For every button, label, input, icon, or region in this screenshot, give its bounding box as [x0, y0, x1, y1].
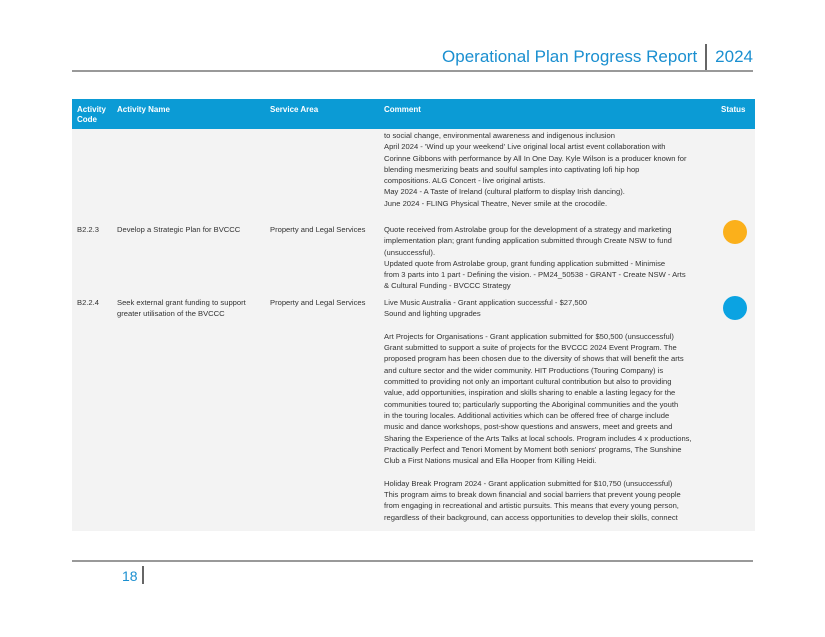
activity-code: B2.2.3 [77, 225, 99, 234]
comment-line: from engaging in recreational and artistic pursuits. This means that every young person, [384, 501, 679, 511]
comment-line: blending mesmerizing beats and soulful samples into captivating lofi hip hop [384, 164, 640, 174]
comment-line: value, add opportunities, inspiration and skills sharing to enable a lasting legacy for the [384, 388, 676, 398]
col-activity-name: Activity Name [117, 105, 170, 114]
comment-line: communities toured to; particularly supporting the Aboriginal communities and the youth [384, 399, 679, 409]
comment-line: Holiday Break Program 2024 - Grant application submitted for $10,750 (unsuccessful) [384, 478, 673, 488]
service-area: Property and Legal Services [270, 225, 366, 234]
activity-code: B2.2.4 [77, 298, 99, 307]
comment-line: committed to providing not only an important cultural contribution but also to providing [384, 377, 672, 387]
comment-line: Live Music Australia - Grant application successful - $27,500 [384, 298, 588, 307]
report-year: 2024 [715, 47, 753, 66]
status-indicator-blue [723, 296, 747, 320]
comment-line: Updated quote from Astrolabe group, grant funding application submitted - Minimise [384, 258, 666, 268]
status-indicator-amber [723, 220, 747, 244]
paragraph-gap [384, 466, 717, 477]
comment-line: proposed program has been chosen due to the diversity of shows that will benefit the arts [384, 354, 684, 364]
comment-cell [384, 297, 717, 523]
comment-line: June 2024 - FLING Physical Theatre, Never smile at the crocodile. [384, 198, 608, 208]
page-number: 18 [122, 568, 138, 584]
header-divider [705, 44, 707, 70]
comment-line: April 2024 - 'Wind up your weekend' Live original local artist event collaboration with [384, 142, 666, 152]
report-header [442, 44, 753, 70]
comment-line: Sharing the Experience of the Arts Talks at local schools. Program includes 4 x productions, [384, 433, 692, 443]
comment-line: (unsuccessful). [384, 247, 436, 257]
comment-line: regardless of their background, can access opportunities to develop their skills, connect [384, 512, 678, 522]
table-header [72, 99, 755, 129]
col-activity-code: Activity Code [77, 105, 106, 124]
comment-line: implementation plan; grant funding application submitted through Create NSW to fund [384, 236, 672, 246]
activity-name: Develop a Strategic Plan for BVCCC [117, 225, 241, 234]
paragraph-gap [384, 320, 717, 331]
footer-rule [72, 560, 753, 562]
comment-line: in the touring locales. Additional activities which can be offered free of charge include [384, 410, 670, 420]
report-title: Operational Plan Progress Report [442, 47, 698, 66]
activity-name: Seek external grant funding to support greater utilisation of the BVCCC [117, 298, 246, 319]
comment-line: Grant submitted to support a suite of projects for the BVCCC 2024 Event Program. The [384, 343, 677, 353]
comment-line: to social change, environmental awareness and indigenous inclusion [384, 131, 615, 140]
table-body [72, 129, 755, 531]
comment-line: and culture sector and the wider community. HIT Productions (Touring Company) is [384, 365, 664, 375]
comment-line: music and dance workshops, post-show questions and answers, meet and greets and [384, 422, 673, 432]
col-service-area: Service Area [270, 105, 319, 114]
comment-line: Art Projects for Organisations - Grant application submitted for $50,500 (unsuccessful) [384, 331, 674, 341]
header-rule [72, 70, 753, 72]
comment-line: Club a First Nations musical and Ella Hooper from Killing Heidi. [384, 456, 597, 466]
footer-divider [142, 566, 144, 584]
comment-line: from 3 parts into 1 part - Defining the vision. - PM24_50538 - GRANT - Create NSW - Arts [384, 270, 686, 280]
comment-cell [384, 224, 717, 292]
comment-line: This program aims to break down financial and social barriers that prevent young people [384, 490, 681, 500]
comment-line: compositions. ALG Concert - live original artists. [384, 176, 546, 186]
comment-line: Corinne Gibbons with performance by All In One Day. Kyle Wilson is a producer known for [384, 153, 687, 163]
comment-line: May 2024 - A Taste of Ireland (cultural platform to display Irish dancing). [384, 187, 625, 197]
comment-line: & Cultural Funding - BVCCC Strategy [384, 281, 511, 291]
comment-line: Practically Perfect and Tenori Moment by Moment both seniors' programs, The Sunshine [384, 444, 682, 454]
comment-line: Quote received from Astrolabe group for the development of a strategy and marketing [384, 225, 672, 234]
activity-table [72, 99, 755, 531]
service-area: Property and Legal Services [270, 298, 366, 307]
comment-cell [384, 130, 717, 209]
comment-line: Sound and lighting upgrades [384, 309, 481, 319]
col-status: Status [721, 105, 746, 114]
col-comment: Comment [384, 105, 421, 114]
